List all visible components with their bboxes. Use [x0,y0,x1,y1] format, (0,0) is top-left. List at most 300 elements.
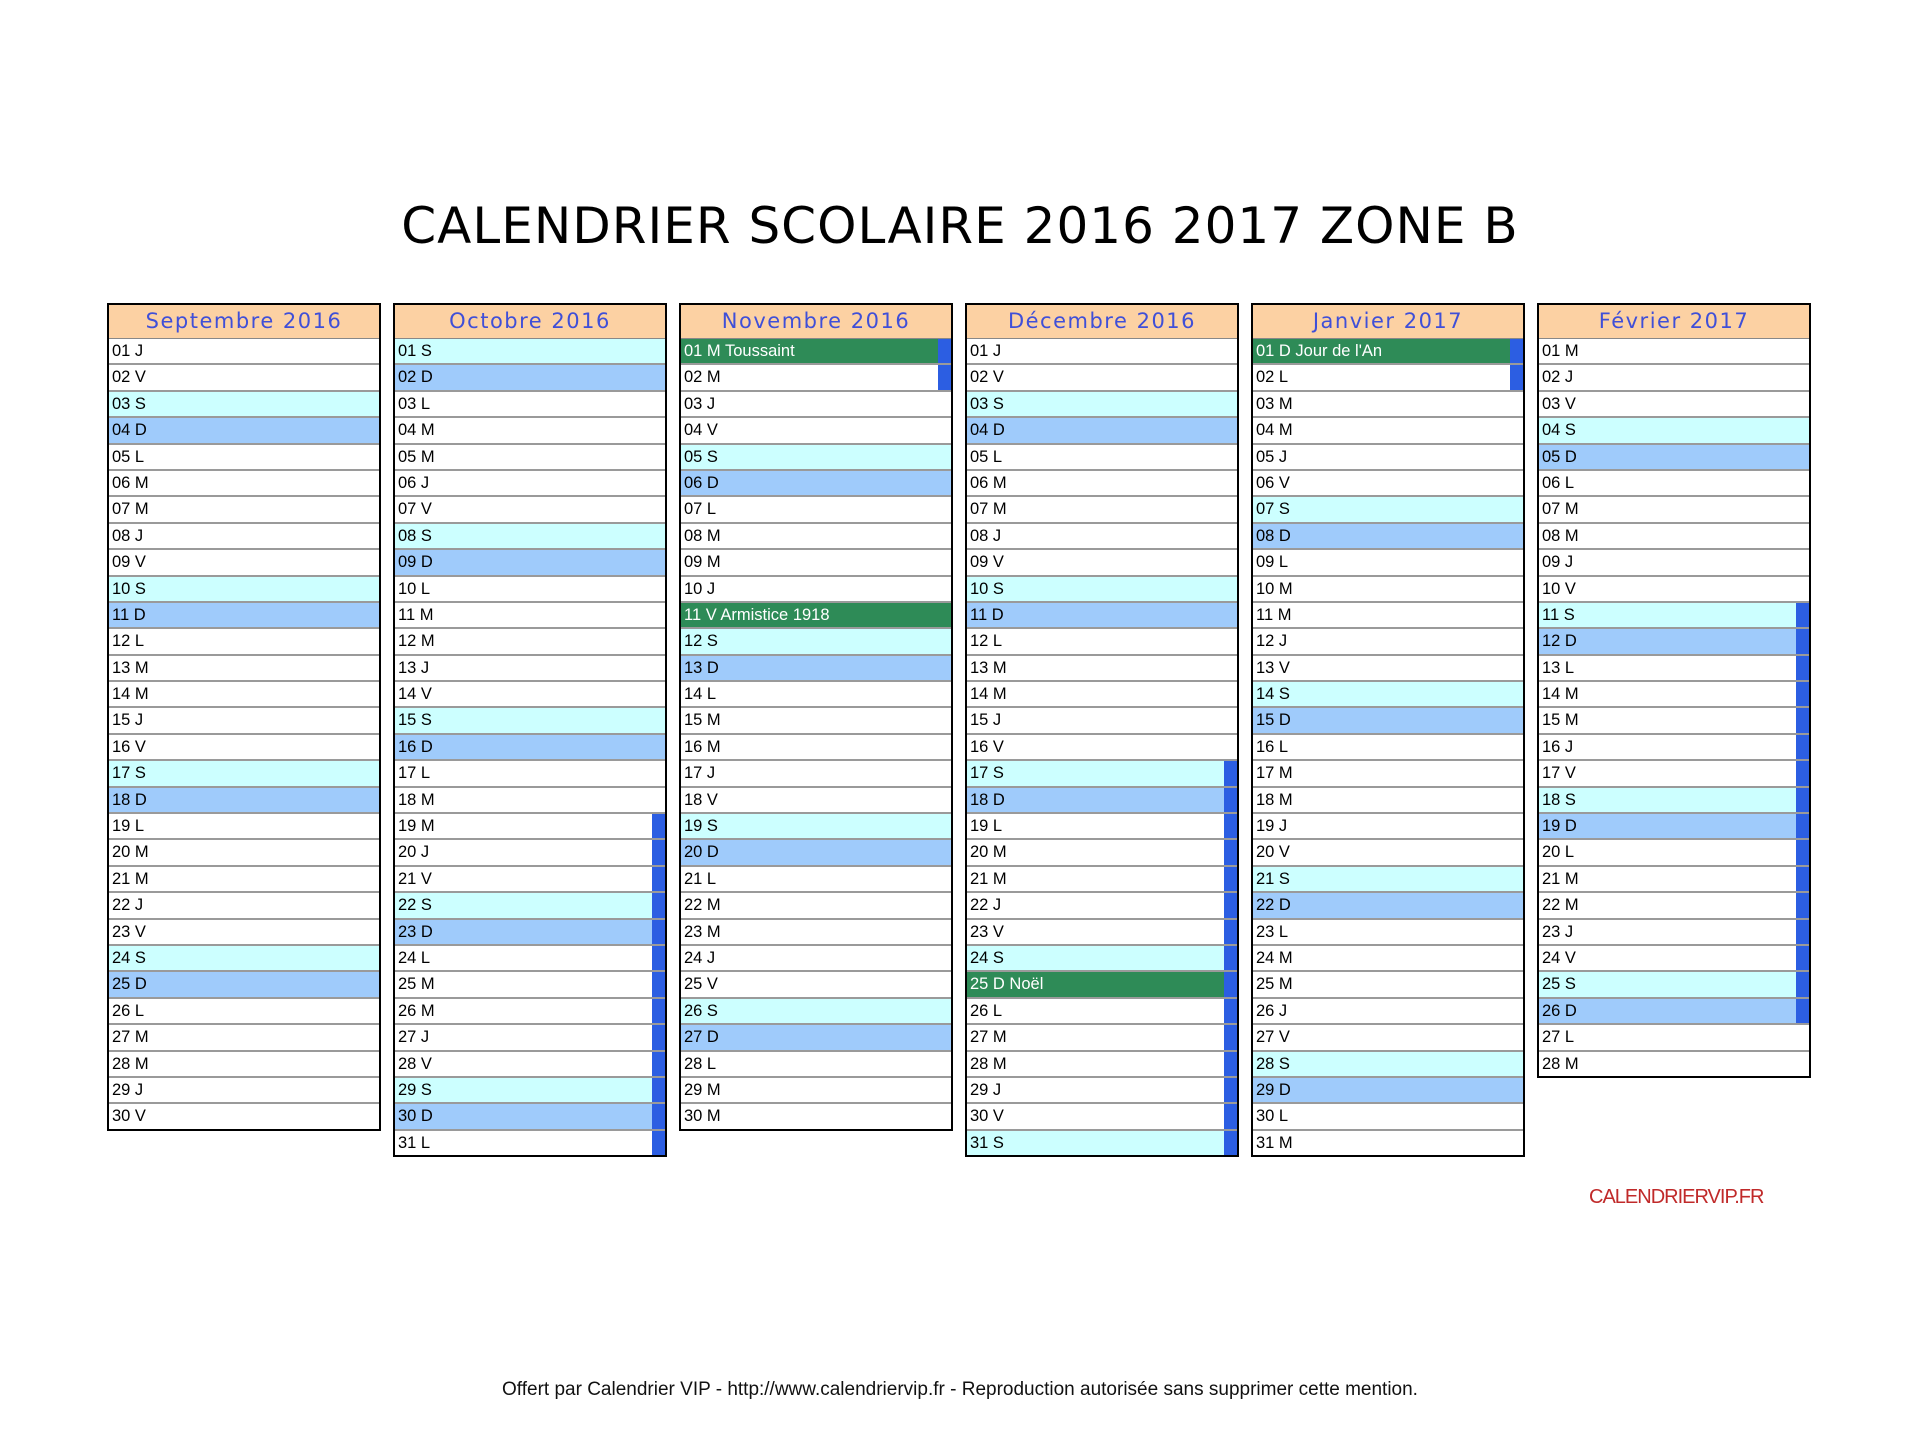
day-label: 03 M [1256,394,1293,413]
school-vacation-marker [652,1052,665,1076]
day-row [395,339,665,365]
day-row [109,682,379,708]
day-row [109,788,379,814]
day-row [1253,1025,1523,1051]
day-row [109,629,379,655]
day-label: 20 M [970,843,1007,862]
school-vacation-marker [652,1131,665,1155]
day-row [1253,1104,1523,1130]
day-label: 29 J [970,1080,1002,1099]
day-label: 16 J [1542,737,1574,756]
day-row [395,972,665,998]
day-row [967,550,1237,576]
day-row [681,682,951,708]
day-label: 18 D [970,790,1005,809]
day-label: 28 M [1542,1054,1579,1073]
day-label: 12 D [1542,632,1577,651]
day-label: 02 M [684,368,721,387]
day-row [681,445,951,471]
day-label: 02 L [1256,368,1289,387]
school-vacation-marker [652,1078,665,1102]
day-list [1539,339,1809,1076]
day-label: 26 M [398,1001,435,1020]
day-row [395,735,665,761]
day-row [967,814,1237,840]
day-list [395,339,665,1155]
day-label: 09 M [684,553,721,572]
day-row [1539,708,1809,734]
day-row [681,418,951,444]
day-label: 01 S [398,342,432,360]
school-vacation-marker [1796,946,1809,970]
day-row [967,1131,1237,1155]
day-row [395,550,665,576]
day-label: 20 V [1256,843,1290,862]
school-vacation-marker [652,840,665,864]
day-label: 09 V [970,553,1004,572]
day-label: 22 S [398,896,432,915]
day-label: 28 S [1256,1054,1290,1073]
month-header: Octobre 2016 [395,305,665,339]
day-label: 29 M [684,1080,721,1099]
day-label: 23 M [684,922,721,941]
day-row [395,497,665,523]
day-row [1539,497,1809,523]
day-label: 08 M [1542,526,1579,545]
day-label: 06 M [970,473,1007,492]
day-row [1539,999,1809,1025]
day-row [1539,365,1809,391]
school-vacation-marker [652,1025,665,1049]
school-vacation-marker [1224,761,1237,785]
day-label: 18 M [1256,790,1293,809]
day-row [109,550,379,576]
day-label: 08 S [398,526,432,545]
day-row [681,814,951,840]
day-row [967,445,1237,471]
day-row [395,1052,665,1078]
day-label: 13 M [112,658,149,677]
day-label: 03 L [398,394,431,413]
day-row [1539,761,1809,787]
school-vacation-marker [652,893,665,917]
day-label: 10 L [398,579,431,598]
day-row [1539,788,1809,814]
day-label: 20 M [112,843,149,862]
day-row [1539,840,1809,866]
day-label: 10 J [684,579,716,598]
day-row [109,946,379,972]
day-row [1253,471,1523,497]
day-row [395,603,665,629]
day-row [395,656,665,682]
day-label: 14 M [970,685,1007,704]
day-label: 13 J [398,658,430,677]
day-row [967,603,1237,629]
day-row [681,550,951,576]
day-row [109,867,379,893]
day-row [1253,946,1523,972]
school-vacation-marker [1224,788,1237,812]
day-label: 29 S [398,1080,432,1099]
day-row [395,445,665,471]
day-label: 06 M [112,473,149,492]
day-label: 07 V [398,500,432,519]
day-row [1253,629,1523,655]
day-label: 31 L [398,1133,431,1152]
day-row [1253,524,1523,550]
day-row [1539,550,1809,576]
school-vacation-marker [1224,1025,1237,1049]
day-row [109,1078,379,1104]
day-label: 19 L [970,817,1003,836]
day-row [1253,497,1523,523]
day-label: 17 V [1542,764,1576,783]
day-row [1539,445,1809,471]
day-label: 17 M [1256,764,1293,783]
day-row [1539,577,1809,603]
day-row [967,497,1237,523]
day-label: 21 V [398,869,432,888]
school-vacation-marker [1796,972,1809,996]
day-label: 30 D [398,1107,433,1126]
day-row [1539,972,1809,998]
day-label: 22 J [112,896,144,915]
day-label: 09 V [112,553,146,572]
day-row [395,418,665,444]
day-label: 05 M [398,447,435,466]
school-vacation-marker [1224,867,1237,891]
day-label: 10 S [112,579,146,598]
day-row [1539,946,1809,972]
day-row [681,629,951,655]
month-header: Décembre 2016 [967,305,1237,339]
day-label: 25 M [398,975,435,994]
day-label: 03 J [684,394,716,413]
day-label: 30 M [684,1107,721,1126]
day-label: 07 M [1542,500,1579,519]
brand-logo-text: CALENDRIERVIP.FR [1589,1186,1764,1208]
day-row [1253,999,1523,1025]
day-row [967,1052,1237,1078]
day-row [395,577,665,603]
day-label: 25 M [1256,975,1293,994]
school-vacation-marker [1796,682,1809,706]
day-label: 18 V [684,790,718,809]
day-row [681,920,951,946]
day-row [1253,550,1523,576]
day-label: 08 J [112,526,144,545]
day-row [395,946,665,972]
holiday-row [681,339,951,365]
day-list [109,339,379,1129]
school-vacation-marker [652,999,665,1023]
day-label: 29 J [112,1080,144,1099]
day-list [1253,339,1523,1155]
day-row [967,656,1237,682]
day-row [681,788,951,814]
month-column [965,303,1239,1157]
day-row [967,735,1237,761]
school-vacation-marker [1796,840,1809,864]
day-row [395,788,665,814]
day-label: 22 M [1542,896,1579,915]
day-label: 06 L [1542,473,1575,492]
day-row [967,629,1237,655]
day-label: 07 M [112,500,149,519]
day-label: 28 M [112,1054,149,1073]
school-vacation-marker [1224,999,1237,1023]
day-row [1539,418,1809,444]
day-row [967,999,1237,1025]
day-row [1253,1052,1523,1078]
holiday-row [1253,339,1523,365]
day-label: 21 M [1542,869,1579,888]
day-label: 05 J [1256,447,1288,466]
day-label: 15 S [398,711,432,730]
school-vacation-marker [1796,893,1809,917]
day-label: 23 D [398,922,433,941]
day-label: 17 L [398,764,431,783]
day-label: 02 V [970,368,1004,387]
day-label: 14 M [1542,685,1579,704]
day-row [681,840,951,866]
day-label: 10 S [970,579,1004,598]
month-header: Janvier 2017 [1253,305,1523,339]
day-label: 09 D [398,553,433,572]
school-vacation-marker [1796,920,1809,944]
day-label: 06 J [398,473,430,492]
month-column [107,303,381,1131]
school-vacation-marker [1796,656,1809,680]
day-label: 21 L [684,869,717,888]
day-row [681,365,951,391]
school-vacation-marker [1224,1078,1237,1102]
day-row [1539,524,1809,550]
day-label: 04 D [970,421,1005,440]
day-label: 28 L [684,1054,717,1073]
day-row [109,761,379,787]
day-row [1539,629,1809,655]
day-row [967,840,1237,866]
day-label: 26 S [684,1001,718,1020]
day-row [681,656,951,682]
day-label: 12 M [398,632,435,651]
day-label: 16 L [1256,737,1289,756]
day-label: 12 L [112,632,145,651]
day-label: 18 D [112,790,147,809]
school-vacation-marker [1796,629,1809,653]
day-row [1539,1025,1809,1051]
day-label: 17 S [112,764,146,783]
day-label: 13 L [1542,658,1575,677]
day-label: 01 D Jour de l'An [1256,342,1383,360]
school-vacation-marker [1224,814,1237,838]
day-row [1253,867,1523,893]
day-row [1539,339,1809,365]
day-label: 06 V [1256,473,1290,492]
day-row [967,418,1237,444]
day-row [395,682,665,708]
day-label: 15 J [112,711,144,730]
school-vacation-marker [1224,972,1237,996]
day-list [681,339,951,1129]
day-row [1539,893,1809,919]
day-label: 23 J [1542,922,1574,941]
day-row [967,761,1237,787]
day-row [395,629,665,655]
day-label: 16 V [970,737,1004,756]
day-row [681,471,951,497]
day-row [1253,1131,1523,1155]
day-label: 30 L [1256,1107,1289,1126]
day-label: 03 S [112,394,146,413]
school-vacation-marker [652,946,665,970]
day-row [967,682,1237,708]
school-vacation-marker [1796,867,1809,891]
day-row [1253,365,1523,391]
day-row [109,814,379,840]
day-label: 05 L [970,447,1003,466]
day-row [1253,603,1523,629]
school-vacation-marker [1796,999,1809,1023]
day-row [109,577,379,603]
day-row [109,471,379,497]
day-row [109,1052,379,1078]
day-row [395,920,665,946]
day-label: 15 M [1542,711,1579,730]
school-vacation-marker [1224,1052,1237,1076]
footer-note: Offert par Calendrier VIP - http://www.calendriervip.fr - Reproduction autorisée sans supprimer cette mention. [502,1379,1418,1400]
day-label: 16 M [684,737,721,756]
day-label: 22 D [1256,896,1291,915]
day-label: 06 D [684,473,719,492]
day-row [1253,392,1523,418]
day-label: 23 V [112,922,146,941]
day-label: 05 S [684,447,718,466]
day-label: 11 D [112,605,146,624]
day-row [681,1052,951,1078]
school-vacation-marker [1224,893,1237,917]
school-vacation-marker [652,867,665,891]
day-label: 13 V [1256,658,1290,677]
day-row [681,946,951,972]
day-row [681,392,951,418]
day-row [1539,656,1809,682]
day-label: 12 J [1256,632,1288,651]
day-label: 21 M [112,869,149,888]
day-row [395,814,665,840]
day-row [967,1025,1237,1051]
day-row [1253,735,1523,761]
day-row [109,392,379,418]
school-vacation-marker [652,1104,665,1128]
day-label: 14 V [398,685,432,704]
day-list [967,339,1237,1155]
day-label: 01 J [970,342,1002,360]
day-label: 08 M [684,526,721,545]
day-label: 07 S [1256,500,1290,519]
day-label: 02 V [112,368,146,387]
day-row [967,524,1237,550]
day-label: 04 M [398,421,435,440]
day-row [109,893,379,919]
day-label: 01 M [1542,342,1579,360]
day-label: 25 V [684,975,718,994]
day-row [681,972,951,998]
school-vacation-marker [1796,603,1809,627]
day-row [1253,1078,1523,1104]
day-label: 28 V [398,1054,432,1073]
day-label: 30 V [970,1107,1004,1126]
day-row [967,946,1237,972]
day-label: 29 D [1256,1080,1291,1099]
month-header: Septembre 2016 [109,305,379,339]
school-vacation-marker [1510,339,1523,363]
day-row [1253,840,1523,866]
school-vacation-marker [1796,761,1809,785]
day-row [681,1078,951,1104]
day-label: 09 J [1542,553,1574,572]
day-row [681,867,951,893]
day-row [395,1104,665,1130]
day-label: 05 D [1542,447,1577,466]
day-row [681,761,951,787]
day-row [1539,392,1809,418]
month-header: Novembre 2016 [681,305,951,339]
day-label: 14 S [1256,685,1290,704]
day-label: 25 D Noël [970,975,1044,994]
day-label: 15 D [1256,711,1291,730]
day-label: 14 L [684,685,717,704]
day-row [1253,577,1523,603]
day-row [1253,920,1523,946]
day-row [395,392,665,418]
day-label: 07 M [970,500,1007,519]
day-label: 24 S [970,948,1004,967]
day-row [1253,814,1523,840]
day-label: 27 L [1542,1028,1575,1047]
school-vacation-marker [652,814,665,838]
day-label: 26 J [1256,1001,1288,1020]
day-row [681,577,951,603]
day-label: 15 J [970,711,1002,730]
day-row [681,999,951,1025]
day-label: 08 J [970,526,1002,545]
day-label: 04 V [684,421,718,440]
day-label: 16 V [112,737,146,756]
day-row [967,867,1237,893]
day-row [967,339,1237,365]
day-label: 11 D [970,605,1004,624]
day-row [967,1104,1237,1130]
month-column [679,303,953,1131]
holiday-row [681,603,951,629]
day-row [395,867,665,893]
day-row [109,418,379,444]
day-label: 11 M [398,605,434,624]
day-row [1539,682,1809,708]
day-label: 26 L [112,1001,145,1020]
day-label: 18 S [1542,790,1576,809]
day-row [109,524,379,550]
day-label: 22 M [684,896,721,915]
day-label: 16 D [398,737,433,756]
school-vacation-marker [1224,946,1237,970]
day-label: 11 V Armistice 1918 [684,605,830,624]
day-row [109,735,379,761]
day-row [967,788,1237,814]
